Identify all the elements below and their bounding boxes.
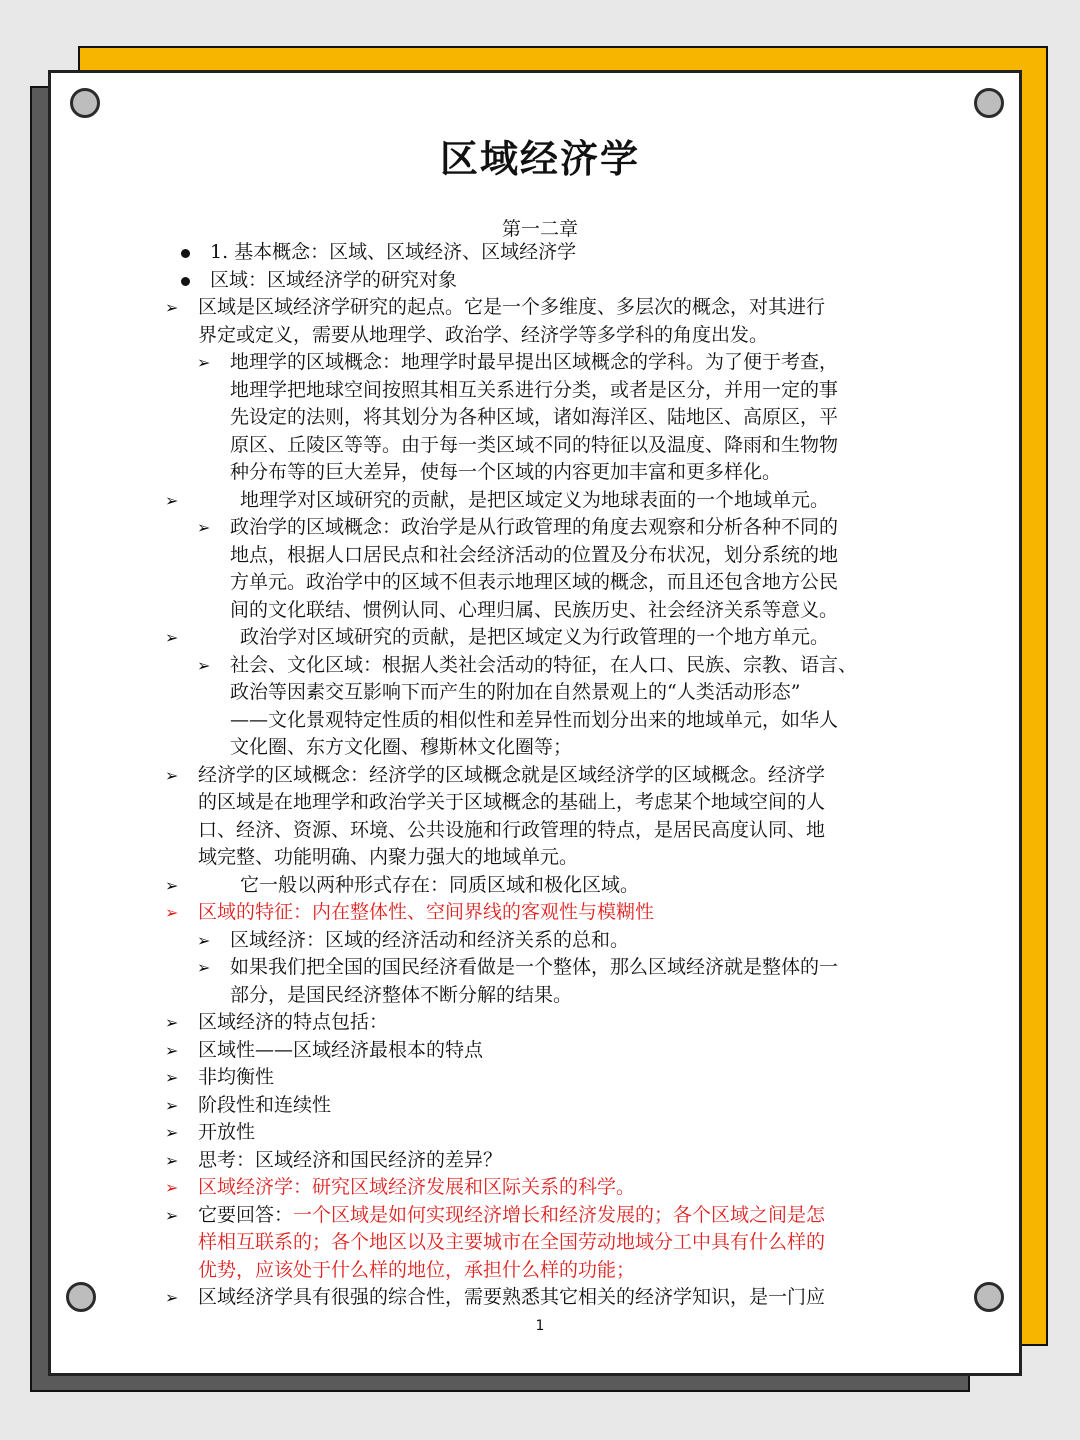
line-text: 政治学对区域研究的贡献，是把区域定义为行政管理的一个地方单元。 [240,626,830,648]
line-text: 1. 基本概念：区域、区域经济、区域经济学 [210,241,577,263]
body-text-line [198,1092,331,1120]
line-text: 如果我们把全国的国民经济看做是一个整体，那么区域经济就是整体的一 [230,956,839,978]
line-text: 间的文化联结、惯例认同、心理归属、民族历史、社会经济关系等意义。 [230,598,839,621]
body-text-line [198,844,578,872]
body-text-line [198,1257,635,1285]
arrow-bullet-icon: ➢ [165,875,179,895]
body-text-line [198,1119,255,1147]
binder-hole-top-right [974,88,1004,118]
arrow-bullet-icon: ➢ [165,628,179,647]
line-text: 部分，是国民经济整体不断分解的结果。 [230,983,573,1006]
line-text: 原区、丘陵区等等。由于每一类区域不同的特征以及温度、降雨和生物物 [230,433,839,456]
line-text: 样相互联系的；各个地区以及主要城市在全国劳动地域分工中具有什么样的 [198,1231,826,1253]
line-text: 区域的特征：内在整体性、空间界线的客观性与模糊性 [198,901,655,923]
body-text-line [198,1229,825,1257]
body-text-line [198,1284,825,1312]
body-text-line [198,322,768,350]
line-text: 地理学把地球空间按照其相互关系进行分类，或者是区分，并用一定的事 [230,378,839,401]
body-text-line [198,817,825,845]
body-text-line [240,872,639,900]
body-text-line [240,624,829,652]
arrow-bullet-icon: ➢ [165,1178,179,1197]
binder-hole-bottom-right [974,1282,1004,1312]
line-text: 优势，应该处于什么样的地位，承担什么样的功能； [198,1258,636,1281]
body-text-line [230,927,629,955]
line-text: 方单元。政治学中的区域不但表示地理区域的概念，而且还包含地方公民 [230,571,839,593]
arrow-bullet-icon: ➢ [165,1150,179,1170]
arrow-bullet-icon: ➢ [165,1205,179,1225]
body-text-line [198,1037,483,1065]
line-text: 文化圈、东方文化圈、穆斯林文化圈等； [230,736,573,758]
line-text: 的区域是在地理学和政治学关于区域概念的基础上，考虑某个地域空间的人 [198,791,826,813]
line-text: 地理学的区域概念：地理学时最早提出区域概念的学科。为了便于考查， [230,351,839,373]
arrow-bullet-icon: ➢ [197,930,211,950]
line-text: 阶段性和连续性 [198,1093,332,1116]
body-text-line [230,569,838,597]
body-text-line [230,652,857,680]
body-text-line [198,1009,388,1037]
arrow-bullet-icon: ➢ [165,1123,179,1142]
line-text: 思考：区域经济和国民经济的差异？ [198,1148,503,1171]
body-text-line [230,542,838,570]
arrow-bullet-icon: ➢ [197,655,211,675]
line-text: 种分布等的巨大差异，使每一个区域的内容更加丰富和更多样化。 [230,461,782,483]
arrow-bullet-icon: ➢ [165,765,179,785]
line-text: 它要回答： [198,1203,294,1226]
line-text-highlight: 一个区域是如何实现经济增长和经济发展的；各个区域之间是怎 [293,1203,826,1226]
body-text-line [198,899,654,927]
body-text-line [230,954,838,982]
line-text: 社会、文化区域：根据人类社会活动的特征，在人口、民族、宗教、语言、 [230,653,858,676]
binder-hole-bottom-left [66,1282,96,1312]
arrow-bullet-icon: ➢ [165,1095,179,1115]
arrow-bullet-icon: ➢ [165,490,179,510]
line-text: 开放性 [198,1121,256,1143]
line-text: 区域经济的特点包括： [198,1011,389,1033]
body-text-line [198,789,825,817]
body-text-line [198,1174,635,1202]
line-text: 区域经济学具有很强的综合性，需要熟悉其它相关的经济学知识，是一门应 [198,1286,826,1308]
line-text: 口、经济、资源、环境、公共设施和行政管理的特点，是居民高度认同、地 [198,818,826,841]
arrow-bullet-icon: ➢ [165,1068,179,1087]
arrow-bullet-icon: ➢ [165,1288,179,1307]
line-text: 区域经济学：研究区域经济发展和区际关系的科学。 [198,1176,636,1198]
line-text: 界定或定义，需要从地理学、政治学、经济学等多学科的角度出发。 [198,323,769,346]
bullet-dot-icon [181,277,190,286]
binder-hole-top-left [70,88,100,118]
arrow-bullet-icon: ➢ [165,903,179,922]
arrow-bullet-icon: ➢ [165,298,179,317]
page-title: 区域经济学 [439,136,640,181]
arrow-bullet-icon: ➢ [197,518,211,537]
arrow-bullet-icon: ➢ [165,1013,179,1032]
body-text-line [230,734,572,762]
line-text: 政治学的区域概念：政治学是从行政管理的角度去观察和分析各种不同的 [230,516,839,538]
body-text-line [198,294,825,322]
line-text: 区域：区域经济学的研究对象 [210,268,458,291]
body-text-line [240,487,829,515]
body-text-line [230,349,838,377]
body-text-line [230,459,781,487]
body-text-line [230,377,838,405]
body-text-line [230,982,572,1010]
body-text-line [230,679,800,707]
page-number: 1 [535,1318,545,1334]
line-text: 非均衡性 [198,1066,275,1088]
chapter-heading: 第一二章 [501,218,578,240]
body-text-line [230,597,838,625]
body-text-line [198,1202,825,1230]
body-text-line [210,267,457,295]
body-text-line [210,239,576,267]
line-text: 它一般以两种形式存在：同质区域和极化区域。 [240,873,640,896]
bullet-dot-icon [181,249,190,258]
arrow-bullet-icon: ➢ [197,958,211,977]
line-text: 区域是区域经济学研究的起点。它是一个多维度、多层次的概念，对其进行 [198,296,826,318]
body-text-line [230,432,838,460]
line-text: 地理学对区域研究的贡献，是把区域定义为地球表面的一个地域单元。 [240,488,830,511]
line-text: 政治等因素交互影响下而产生的附加在自然景观上的“人类活动形态” [230,681,801,703]
line-text: 地点，根据人口居民点和社会经济活动的位置及分布状况，划分系统的地 [230,543,839,566]
body-text-line [230,404,838,432]
arrow-bullet-icon: ➢ [165,1040,179,1060]
line-text: 先设定的法则，将其划分为各种区域，诸如海洋区、陆地区、高原区，平 [230,406,839,428]
body-text-line [230,514,838,542]
line-text: 区域性——区域经济最根本的特点 [198,1038,484,1061]
line-text: 域完整、功能明确、内聚力强大的地域单元。 [198,846,579,868]
line-text: 经济学的区域概念：经济学的区域概念就是区域经济学的区域概念。经济学 [198,763,826,786]
body-text-line [198,1064,274,1092]
body-text-line [230,707,838,735]
body-text-line [198,1147,502,1175]
body-text-line [198,762,825,790]
line-text: ——文化景观特定性质的相似性和差异性而划分出来的地域单元，如华人 [230,708,839,731]
line-text: 区域经济：区域的经济活动和经济关系的总和。 [230,928,630,951]
arrow-bullet-icon: ➢ [197,353,211,372]
